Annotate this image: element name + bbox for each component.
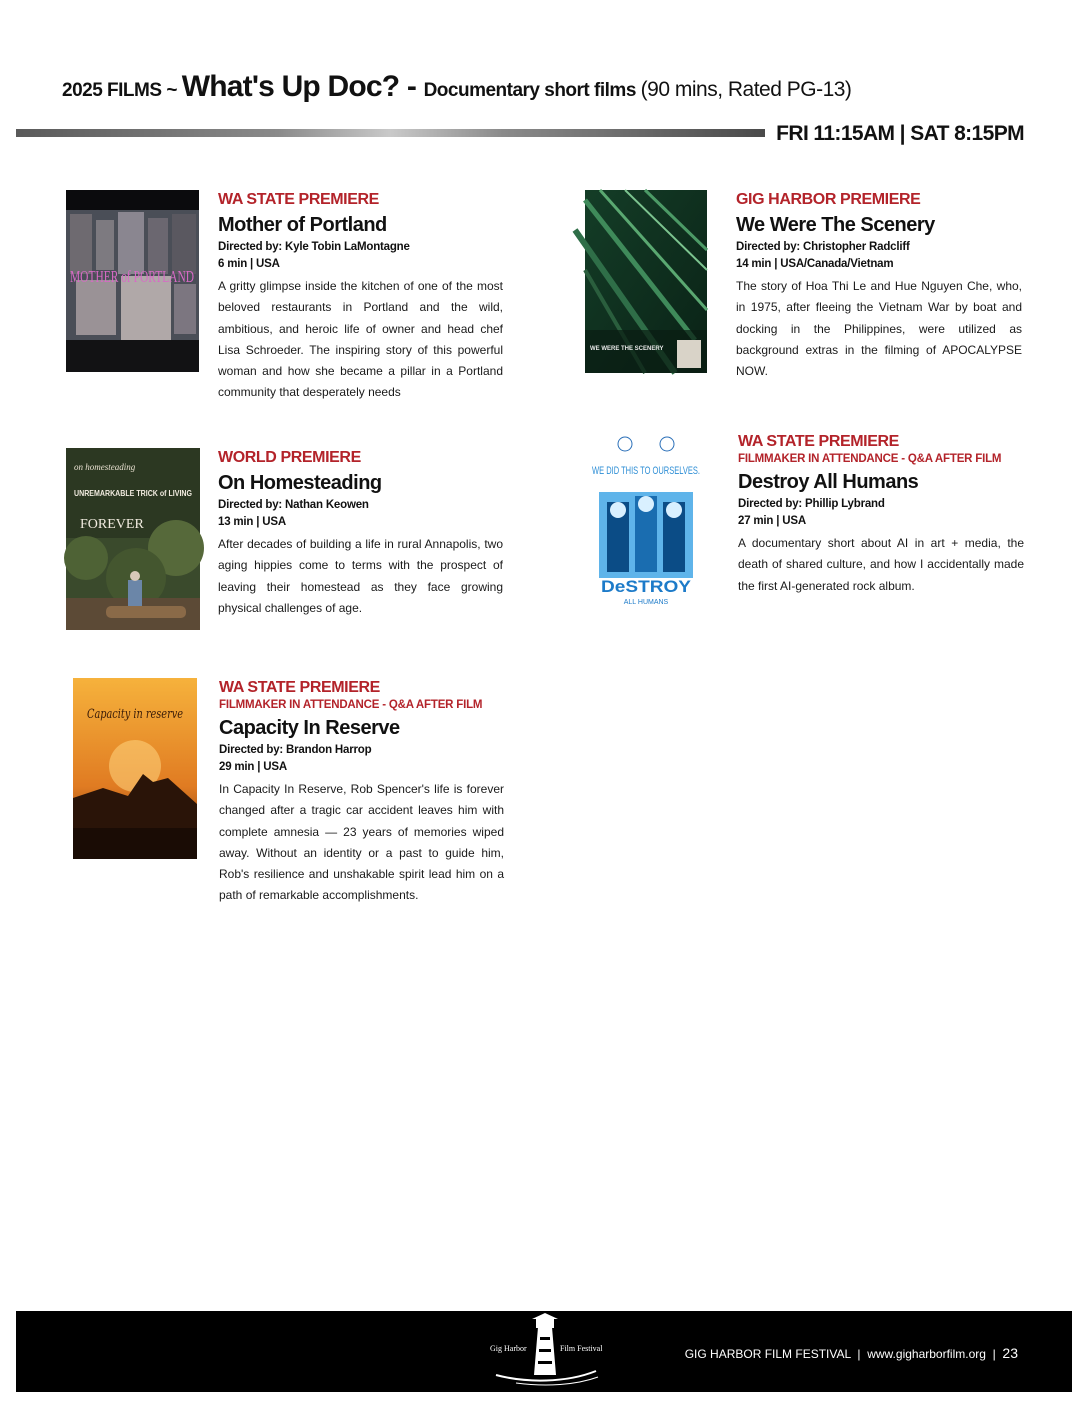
attendance-badge: FILMMAKER IN ATTENDANCE - Q&A AFTER FILM xyxy=(219,699,483,711)
poster-title-text: MOTHER of PORTLAND xyxy=(70,267,194,286)
footer-text xyxy=(685,1345,1018,1361)
film-title: Capacity In Reserve xyxy=(219,717,400,739)
film-synopsis: A documentary short about AI in art + media, the death of shared culture, and how I accidentally made the first AI-generated rock album. xyxy=(738,536,1024,593)
poster-we-were-the-scenery xyxy=(585,190,707,373)
film-director: Directed by: Kyle Tobin LaMontagne xyxy=(218,241,410,253)
header-divider xyxy=(16,129,765,137)
logo-text-right: Film Festival xyxy=(560,1344,603,1353)
premiere-badge: WA STATE PREMIERE xyxy=(218,191,379,208)
film-info-we-were-the-scenery xyxy=(736,190,1022,382)
film-info-mother-of-portland xyxy=(218,190,503,404)
film-synopsis: A gritty glimpse inside the kitchen of one of the most beloved restaurants in Portland and the wild, ambitious, and heroic life of owner and head chef Lisa Schroeder. The inspiring story of this powerful woman and how she became a pillar in a Portland community that desperately needs xyxy=(218,279,503,400)
poster-image xyxy=(66,448,200,630)
poster-text-bottom: FOREVER xyxy=(80,517,144,532)
program-details: (90 mins, Rated PG-13) xyxy=(640,78,852,101)
film-info-on-homesteading xyxy=(218,448,503,619)
page-header xyxy=(62,70,1042,110)
poster-destroy-all-humans xyxy=(585,432,707,617)
poster-image xyxy=(585,190,707,373)
film-title: We Were The Scenery xyxy=(736,214,935,236)
poster-on-homesteading xyxy=(66,448,200,630)
poster-text-bottom: ALL HUMANS xyxy=(623,599,669,606)
film-meta: 6 min | USA xyxy=(218,258,280,270)
page-footer xyxy=(16,1311,1072,1392)
poster-mother-of-portland xyxy=(66,190,199,372)
program-title: What's Up Doc? - xyxy=(181,70,424,103)
footer-separator: | xyxy=(854,1347,864,1361)
poster-capacity-in-reserve xyxy=(73,678,197,859)
poster-image xyxy=(73,678,197,859)
film-synopsis: The story of Hoa Thi Le and Hue Nguyen Che, who, in 1975, after fleeing the Vietnam War by boat and docking in the Philippines, were utilized as background extras in the filming of APOCALYPSE NOW. xyxy=(736,279,1022,379)
film-director: Directed by: Brandon Harrop xyxy=(219,744,372,756)
film-director: Directed by: Nathan Keowen xyxy=(218,499,369,511)
premiere-badge: WORLD PREMIERE xyxy=(218,449,361,466)
film-info-capacity-in-reserve xyxy=(219,678,504,907)
poster-title-text: Capacity in reserve xyxy=(87,707,184,722)
film-meta: 14 min | USA/Canada/Vietnam xyxy=(736,258,894,270)
footer-separator: | xyxy=(989,1347,1000,1361)
poster-image xyxy=(66,190,199,372)
poster-logo-text: DeSTROY xyxy=(601,577,692,596)
film-meta: 29 min | USA xyxy=(219,761,287,773)
poster-image xyxy=(585,432,707,617)
premiere-badge: GIG HARBOR PREMIERE xyxy=(736,191,921,208)
poster-text-middle: UNREMARKABLE TRICK of LIVING xyxy=(74,489,192,498)
film-synopsis: After decades of building a life in rural Annapolis, two aging hippies come to terms with the prospect of leaving their homestead as they face growing physical challenges of age. xyxy=(218,537,503,615)
film-meta: 27 min | USA xyxy=(738,515,806,527)
premiere-badge: WA STATE PREMIERE xyxy=(219,679,380,696)
film-info-destroy-all-humans xyxy=(738,432,1024,597)
film-title: Destroy All Humans xyxy=(738,471,919,493)
film-director: Directed by: Christopher Radcliff xyxy=(736,241,910,253)
premiere-badge: WA STATE PREMIERE xyxy=(738,433,899,450)
footer-festival-name: GIG HARBOR FILM FESTIVAL xyxy=(684,1347,851,1361)
poster-title-text: WE WERE THE SCENERY xyxy=(590,346,664,352)
footer-website-link[interactable]: www.gigharborfilm.org xyxy=(867,1347,986,1361)
film-title: Mother of Portland xyxy=(218,214,387,236)
film-synopsis: In Capacity In Reserve, Rob Spencer's life is forever changed after a tragic car accident leaves him with complete amnesia — 23 years of memories wiped away. Without an identity or a past to guide him, Rob's resilience and unshakable spirit lead him on a path of remarkable accomplishments. xyxy=(219,782,504,903)
festival-logo xyxy=(486,1313,604,1389)
film-meta: 13 min | USA xyxy=(218,516,286,528)
showtimes: FRI 11:15AM | SAT 8:15PM xyxy=(776,122,1024,145)
poster-text-top: on homesteading xyxy=(74,462,136,472)
poster-text-top: WE DID THIS TO OURSELVES. xyxy=(592,465,700,477)
logo-text-left: Gig Harbor xyxy=(490,1344,527,1353)
attendance-badge: FILMMAKER IN ATTENDANCE - Q&A AFTER FILM xyxy=(738,453,1002,465)
film-director: Directed by: Phillip Lybrand xyxy=(738,498,885,510)
page-number: 23 xyxy=(1002,1345,1018,1361)
films-label: 2025 FILMS ~ xyxy=(62,80,182,101)
film-title: On Homesteading xyxy=(218,472,382,494)
program-subtitle: Documentary short films xyxy=(423,80,641,101)
